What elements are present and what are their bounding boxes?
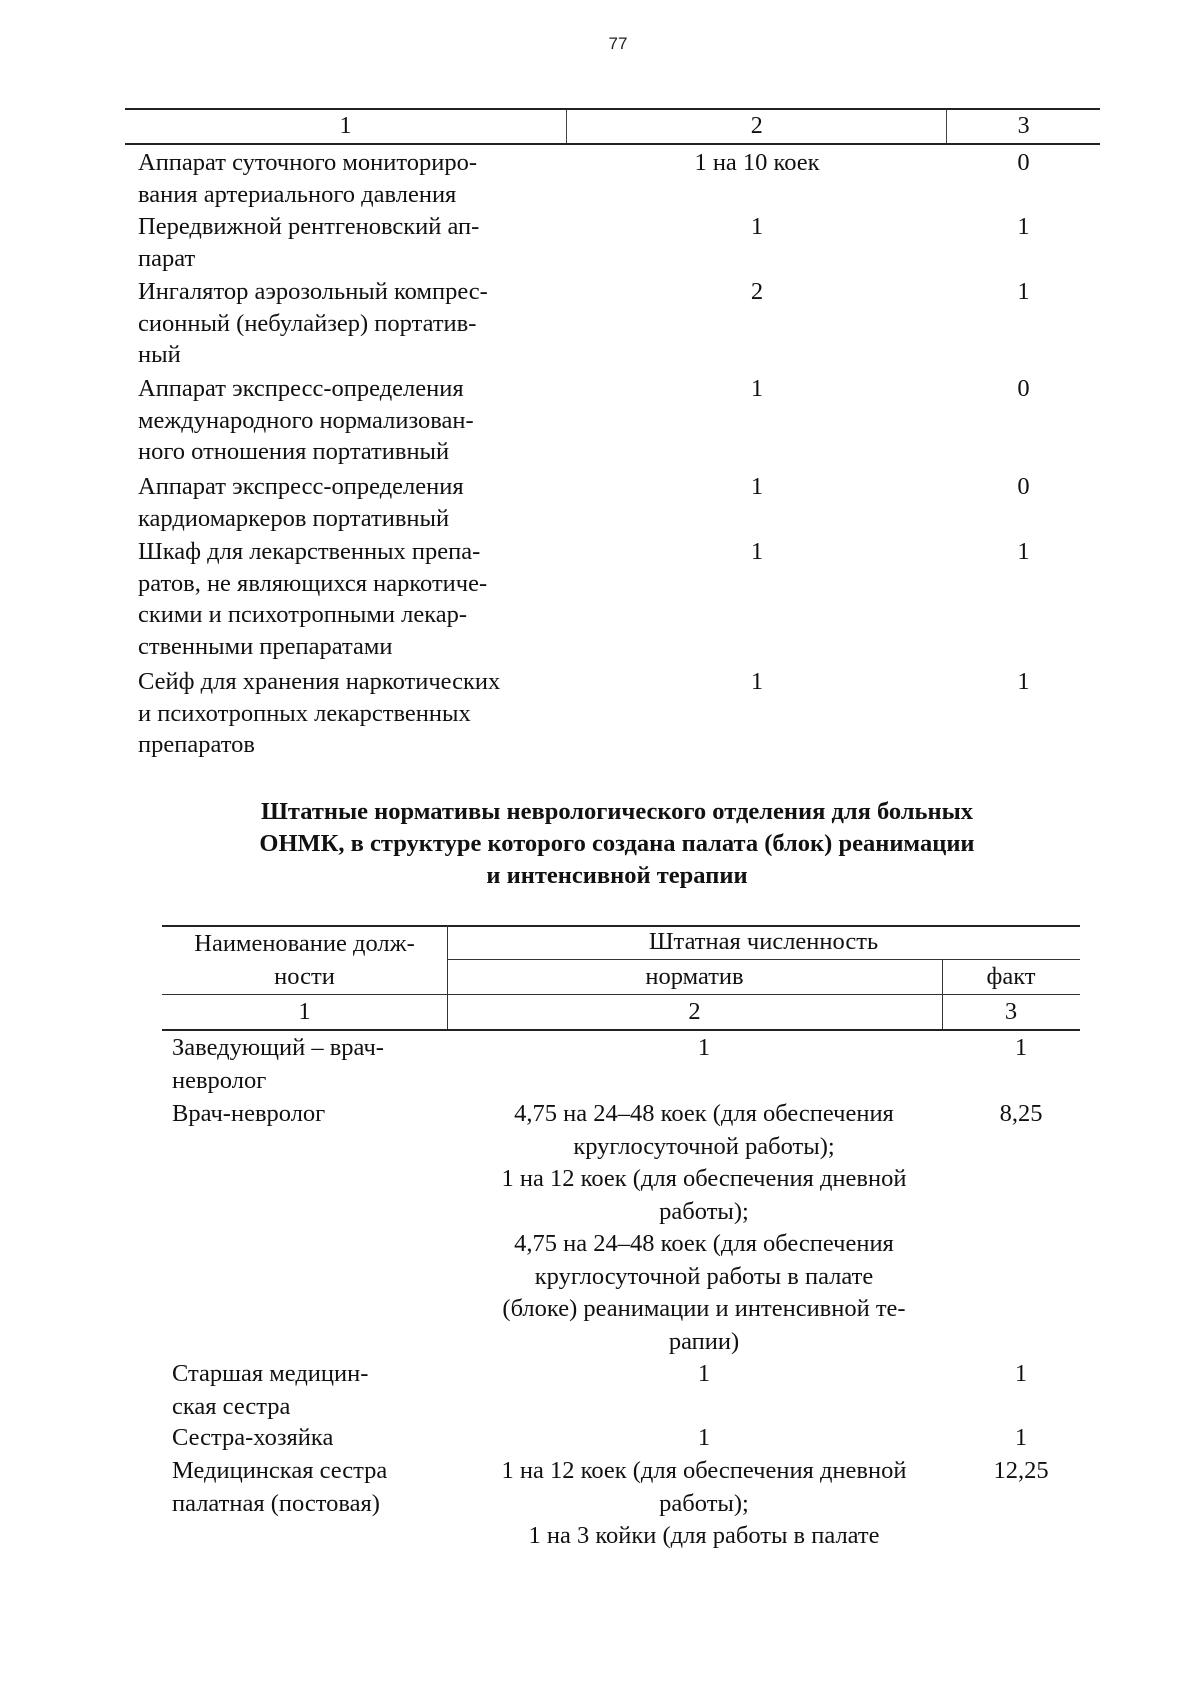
table-rule xyxy=(162,1029,1080,1031)
page-number: 77 xyxy=(608,34,628,53)
heading-line: Штатные нормативы неврологического отделения для больных xyxy=(260,798,974,825)
equipment-norm: 1 xyxy=(750,668,764,695)
staff-norm: 4,75 на 24–48 коек (для обеспечения круглосуточной работы); 1 на 12 коек (для обеспечения дневной работы); 4,75 на 24–48 коек (для обеспечения круглосуточной работы в палате (блоке) реанимации и интенсивной те- рапии) xyxy=(501,1100,907,1355)
equipment-norm: 1 xyxy=(750,375,764,402)
staff-fact: 1 xyxy=(1014,1360,1028,1387)
equipment-name: Аппарат экспресс-определения кардиомаркеров портативный xyxy=(138,473,464,532)
header-position: Наименование долж- ности xyxy=(194,930,415,990)
equipment-name: Передвижной рентгеновский ап- парат xyxy=(138,213,480,272)
header-num-3: 3 xyxy=(1004,998,1018,1025)
equipment-norm: 1 xyxy=(750,538,764,565)
header-col-3: 3 xyxy=(1017,113,1030,139)
equipment-name: Аппарат экспресс-определения международного нормализован- ного отношения портативный xyxy=(138,375,474,465)
equipment-fact: 1 xyxy=(1017,668,1030,695)
equipment-norm: 2 xyxy=(750,278,764,305)
header-num-1: 1 xyxy=(298,998,311,1025)
header-num-2: 2 xyxy=(688,998,701,1025)
header-col-2: 2 xyxy=(567,110,947,143)
equipment-name: Шкаф для лекарственных препа- ратов, не являющихся наркотиче- скими и психотропными лекар- ственными препаратами xyxy=(138,538,488,660)
staff-position: Медицинская сестра палатная (постовая) xyxy=(172,1457,388,1517)
staff-fact: 8,25 xyxy=(999,1100,1043,1127)
header-fact: факт xyxy=(986,963,1036,990)
equipment-fact: 0 xyxy=(1017,473,1030,500)
equipment-table-header xyxy=(125,110,1100,145)
equipment-name: Аппарат суточного мониториро- вания артериального давления xyxy=(138,149,478,208)
header-col-1: 1 xyxy=(125,110,567,143)
staff-fact: 1 xyxy=(1014,1424,1028,1451)
equipment-table xyxy=(125,108,1100,758)
staff-position: Сестра-хозяйка xyxy=(172,1424,334,1451)
section-heading xyxy=(150,796,1084,892)
staff-norm: 1 на 12 коек (для обеспечения дневной работы); 1 на 3 койки (для работы в палате xyxy=(501,1457,907,1549)
equipment-name: Ингалятор аэрозольный компрес- сионный (небулайзер) портатив- ный xyxy=(138,278,488,368)
staff-position: Заведующий – врач- невролог xyxy=(172,1034,384,1094)
staff-fact: 1 xyxy=(1014,1034,1028,1061)
header-norm: норматив xyxy=(645,963,744,990)
staff-position: Старшая медицин- ская сестра xyxy=(172,1360,369,1420)
equipment-fact: 1 xyxy=(1017,278,1030,305)
equipment-norm: 1 на 10 коек xyxy=(694,149,820,176)
table-rule xyxy=(447,959,1080,960)
staff-fact: 12,25 xyxy=(993,1457,1049,1484)
header-staff-count: Штатная численность xyxy=(648,928,879,955)
staff-position: Врач-невролог xyxy=(172,1100,326,1127)
equipment-norm: 1 xyxy=(750,473,764,500)
equipment-fact: 1 xyxy=(1017,213,1030,240)
staff-norm: 1 xyxy=(697,1034,711,1061)
staff-norm: 1 xyxy=(697,1360,711,1387)
equipment-fact: 0 xyxy=(1017,149,1030,176)
staff-norm: 1 xyxy=(697,1424,711,1451)
equipment-name: Сейф для хранения наркотических и психотропных лекарственных препаратов xyxy=(138,668,501,758)
equipment-norm: 1 xyxy=(750,213,764,240)
equipment-fact: 0 xyxy=(1017,375,1030,402)
heading-line: ОНМК, в структуре которого создана палата (блок) реанимации xyxy=(259,830,975,857)
equipment-fact: 1 xyxy=(1017,538,1030,565)
heading-line: и интенсивной терапии xyxy=(486,862,748,889)
